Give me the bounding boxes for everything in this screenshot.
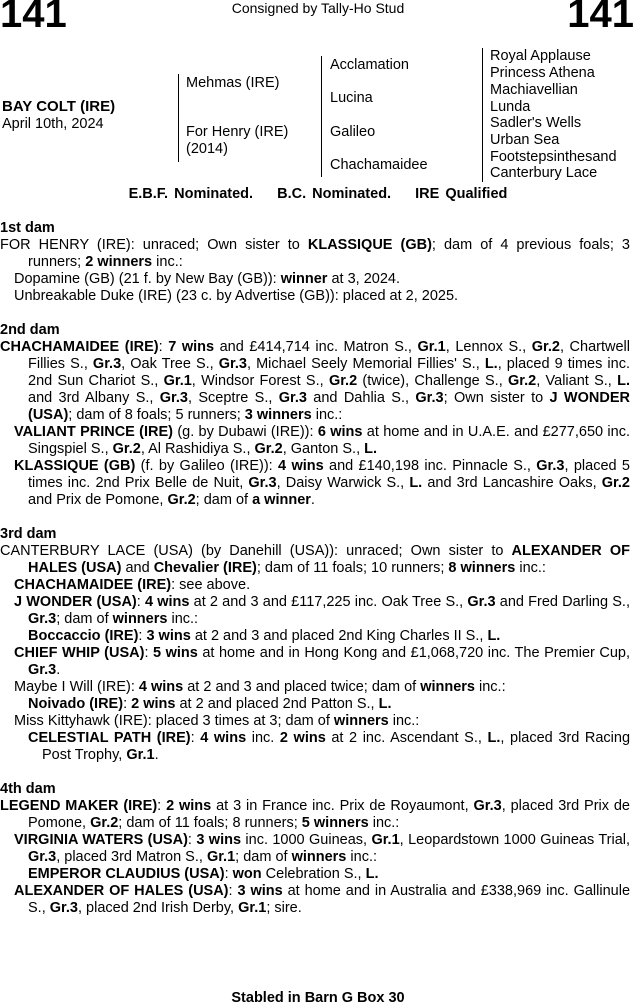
bold-text: winners xyxy=(333,713,389,729)
pedigree-entry xyxy=(0,339,630,424)
horse-description: BAY COLT (IRE) xyxy=(2,98,116,115)
bold-text: EMPEROR CLAUDIUS (USA) xyxy=(28,866,225,882)
text-run: and Dahlia S., xyxy=(306,390,416,406)
bold-text: 8 winners xyxy=(448,560,516,576)
text-run: , placed 9 times inc. 2nd Sun Chariot S., xyxy=(28,356,630,389)
text-run: (f. by Galileo (IRE)): xyxy=(135,458,279,474)
text-run: : xyxy=(224,866,233,882)
text-run: , placed 2nd Irish Derby, xyxy=(77,900,239,916)
text-run: and £140,198 inc. Pinnacle S., xyxy=(323,458,537,474)
dam-section xyxy=(0,781,630,917)
bold-text: KLASSIQUE (GB) xyxy=(14,458,136,474)
text-run: ; dam of xyxy=(235,849,292,865)
text-run: inc. xyxy=(246,730,280,746)
bold-text: Gr.1 xyxy=(206,849,236,865)
text-run: , Daisy Warwick S., xyxy=(276,475,410,491)
section-heading: 2nd dam xyxy=(0,322,60,338)
pedigree-dam-dam: Chachamaidee xyxy=(330,157,428,173)
bold-text: VALIANT PRINCE (IRE) xyxy=(14,424,173,440)
nomination-ebf: E.B.F. Nominated. xyxy=(128,186,254,202)
bold-text: L. xyxy=(484,356,498,372)
bold-text: CELESTIAL PATH (IRE) xyxy=(28,730,191,746)
bold-text: 5 winners xyxy=(301,815,369,831)
catalogue-body xyxy=(0,220,630,934)
pedigree-entry xyxy=(0,577,630,594)
text-run: , Michael Seely Memorial Fillies' S., xyxy=(246,356,485,372)
bold-text: 4 wins xyxy=(144,594,190,610)
bold-text: Gr.2 xyxy=(508,373,537,389)
text-run: Unbreakable Duke (IRE) (23 c. by Advertise (GB)): placed at 2, 2025. xyxy=(14,288,459,304)
text-run: : xyxy=(157,798,167,814)
bold-text: Gr.1 xyxy=(126,747,155,763)
pedigree-entry xyxy=(0,594,630,628)
bold-text: 3 winners xyxy=(244,407,312,423)
bold-text: Noivado (IRE) xyxy=(28,696,124,712)
pedigree-dam: For Henry (IRE) xyxy=(186,124,289,140)
text-run: : xyxy=(190,730,201,746)
pedigree-gen4-5: Sadler's Wells xyxy=(490,115,582,131)
text-run: , Ganton S., xyxy=(282,441,365,457)
text-run: : xyxy=(228,883,238,899)
section-heading: 4th dam xyxy=(0,781,56,797)
bold-text: 2 winners xyxy=(85,254,153,270)
bold-text: Gr.1 xyxy=(238,900,267,916)
bold-text: winners xyxy=(112,611,168,627)
bold-text: 3 wins xyxy=(237,883,283,899)
bold-text: winners xyxy=(420,679,475,695)
text-run: , Al Rashidiya S., xyxy=(140,441,255,457)
bold-text: 2 wins xyxy=(279,730,326,746)
pedigree-gen4-6: Urban Sea xyxy=(490,132,560,148)
text-run: at home and in Australia and £338,969 inc. Gallinule S., xyxy=(28,883,631,916)
text-run: inc.: xyxy=(346,849,377,865)
text-run: (twice), Challenge S., xyxy=(357,373,509,389)
pedigree-bracket-3 xyxy=(482,48,483,182)
dam-section xyxy=(0,322,630,509)
pedigree-entry xyxy=(0,679,630,696)
text-run: , placed 5 times inc. 2nd Prix Belle de Nuit, xyxy=(28,458,630,491)
text-run: : xyxy=(187,832,197,848)
text-run: at 2 and placed 2nd Patton S., xyxy=(175,696,379,712)
stabling-info: Stabled in Barn G Box 30 xyxy=(231,990,405,1006)
bold-text: Gr.2 xyxy=(328,373,358,389)
bold-text: Gr.3 xyxy=(159,390,188,406)
text-run: at 2 and 3 and £117,225 inc. Oak Tree S., xyxy=(189,594,468,610)
bold-text: Gr.3 xyxy=(28,662,57,678)
bold-text: 5 wins xyxy=(153,645,198,661)
pedigree-entry xyxy=(0,832,630,866)
bold-text: 6 wins xyxy=(317,424,363,440)
text-run: : xyxy=(158,339,169,355)
text-run: , Valiant S., xyxy=(536,373,618,389)
text-run: inc.: xyxy=(515,560,546,576)
bold-text: Gr.3 xyxy=(536,458,565,474)
text-run: ; dam of 8 foals; 5 runners; xyxy=(68,407,245,423)
bold-text: LEGEND MAKER (IRE) xyxy=(0,798,158,814)
text-run: inc.: xyxy=(368,815,400,831)
text-run: inc.: xyxy=(167,611,199,627)
text-run: ; sire. xyxy=(266,900,302,916)
bold-text: Gr.3 xyxy=(473,798,502,814)
bold-text: 4 wins xyxy=(138,679,184,695)
text-run: , Leopardstown 1000 Guineas Trial, xyxy=(399,832,631,848)
bold-text: Gr.3 xyxy=(28,611,57,627)
text-run: and Fred Darling S., xyxy=(495,594,630,610)
text-run: ; dam of 4 previous foals; 3 runners; xyxy=(28,237,630,270)
pedigree-gen4-4: Lunda xyxy=(490,99,531,115)
text-run: at 2 and 3 and placed twice; dam of xyxy=(183,679,421,695)
bold-text: 4 wins xyxy=(278,458,324,474)
text-run: : see above. xyxy=(171,577,251,593)
text-run: ; Own sister to xyxy=(443,390,550,406)
text-run: , Sceptre S., xyxy=(188,390,279,406)
text-run: Miss Kittyhawk (IRE): placed 3 times at 3; dam of xyxy=(14,713,334,729)
bold-text: Gr.2 xyxy=(90,815,119,831)
bold-text: ALEXANDER OF HALES (USA) xyxy=(28,543,630,576)
text-run: Dopamine (GB) (21 f. by New Bay (GB)): xyxy=(14,271,281,287)
text-run: : xyxy=(138,628,147,644)
text-run: inc.: xyxy=(474,679,506,695)
bold-text: L. xyxy=(487,628,501,644)
text-run: (g. by Dubawi (IRE)): xyxy=(173,424,318,440)
pedigree-bracket-2 xyxy=(321,56,322,177)
text-run: , placed 3rd Matron S., xyxy=(56,849,207,865)
text-run: . xyxy=(56,662,61,678)
bold-text: a winner xyxy=(252,492,311,508)
bold-text: 3 wins xyxy=(196,832,242,848)
text-run: , placed 3rd Racing Post Trophy, xyxy=(42,730,631,763)
bold-text: KLASSIQUE (GB) xyxy=(307,237,432,253)
lot-number-right: 141 xyxy=(567,0,634,36)
dam-section xyxy=(0,220,630,305)
pedigree-dam-sire: Galileo xyxy=(330,124,376,140)
pedigree-bracket-1 xyxy=(178,74,179,162)
lot-number-left: 141 xyxy=(0,0,67,36)
pedigree-gen4-1: Royal Applause xyxy=(490,48,591,64)
text-run: inc.: xyxy=(152,254,183,270)
pedigree-entry xyxy=(0,798,630,832)
text-run: inc. 1000 Guineas, xyxy=(241,832,372,848)
text-run: . xyxy=(154,747,159,763)
bold-text: L. xyxy=(365,866,379,882)
text-run: : xyxy=(136,594,145,610)
pedigree-entry xyxy=(0,424,630,458)
qualification-ire: IRE Qualified xyxy=(415,186,508,202)
text-run: , placed 3rd Prix de Pomone, xyxy=(28,798,630,831)
text-run: Celebration S., xyxy=(261,866,366,882)
bold-text: Gr.3 xyxy=(28,849,57,865)
text-run: and £414,714 inc. Matron S., xyxy=(214,339,418,355)
bold-text: 7 wins xyxy=(168,339,215,355)
bold-text: Gr.3 xyxy=(49,900,78,916)
text-run: inc.: xyxy=(311,407,343,423)
text-run: at 2 and 3 and placed 2nd King Charles II S., xyxy=(190,628,488,644)
text-run: at home and in Hong Kong and £1,068,720 inc. The Premier Cup, xyxy=(197,645,630,661)
text-run: , Windsor Forest S., xyxy=(191,373,329,389)
pedigree-entry xyxy=(0,696,630,713)
bold-text: J WONDER (USA) xyxy=(28,390,630,423)
nomination-bc: B.C. Nominated. xyxy=(277,186,392,202)
text-run: ; dam of 11 foals; 8 runners; xyxy=(118,815,302,831)
pedigree-gen4-8: Canterbury Lace xyxy=(490,165,598,181)
bold-text: won xyxy=(232,866,262,882)
bold-text: winner xyxy=(280,271,328,287)
bold-text: CHACHAMAIDEE (IRE) xyxy=(0,339,159,355)
text-run: ; dam of xyxy=(195,492,253,508)
bold-text: Gr.3 xyxy=(92,356,122,372)
bold-text: Gr.1 xyxy=(417,339,446,355)
text-run: at home and in U.A.E. and £277,650 inc. Singspiel S., xyxy=(28,424,630,457)
bold-text: CHIEF WHIP (USA) xyxy=(14,645,145,661)
bold-text: J WONDER (USA) xyxy=(14,594,137,610)
pedigree-gen4-3: Machiavellian xyxy=(490,82,578,98)
pedigree-sire-sire: Acclamation xyxy=(330,57,409,73)
pedigree-entry xyxy=(0,271,630,288)
pedigree-entry xyxy=(0,543,630,577)
pedigree-gen4-2: Princess Athena xyxy=(490,65,595,81)
bold-text: Gr.3 xyxy=(218,356,247,372)
text-run: . xyxy=(310,492,315,508)
bold-text: Gr.2 xyxy=(167,492,196,508)
pedigree-entry xyxy=(0,288,630,305)
horse-foaled-date: April 10th, 2024 xyxy=(2,116,104,132)
bold-text: Gr.1 xyxy=(163,373,192,389)
text-run: CANTERBURY LACE (USA) (by Danehill (USA)): unraced; Own sister to xyxy=(0,543,512,559)
section-heading: 1st dam xyxy=(0,220,55,236)
bold-text: 2 wins xyxy=(131,696,176,712)
pedigree-entry xyxy=(0,866,630,883)
bold-text: Gr.3 xyxy=(248,475,277,491)
section-heading: 3rd dam xyxy=(0,526,57,542)
text-run: ; dam of xyxy=(56,611,113,627)
text-run: , Lennox S., xyxy=(445,339,532,355)
text-run: and 3rd Lancashire Oaks, xyxy=(422,475,602,491)
bold-text: Gr.2 xyxy=(531,339,560,355)
bold-text: Gr.3 xyxy=(278,390,307,406)
text-run: Maybe I Will (IRE): xyxy=(14,679,139,695)
nominations-line xyxy=(0,186,636,202)
bold-text: 3 wins xyxy=(146,628,191,644)
bold-text: 4 wins xyxy=(200,730,247,746)
text-run: and Prix de Pomone, xyxy=(28,492,168,508)
bold-text: Gr.2 xyxy=(254,441,283,457)
bold-text: CHACHAMAIDEE (IRE) xyxy=(14,577,172,593)
text-run: , Oak Tree S., xyxy=(121,356,219,372)
pedigree-sire-dam: Lucina xyxy=(330,90,373,106)
pedigree-entry xyxy=(0,237,630,271)
bold-text: VIRGINIA WATERS (USA) xyxy=(14,832,188,848)
bold-text: Boccaccio (IRE) xyxy=(28,628,139,644)
bold-text: Chevalier (IRE) xyxy=(153,560,257,576)
bold-text: 2 wins xyxy=(166,798,212,814)
pedigree-gen4-7: Footstepsinthesand xyxy=(490,149,617,165)
text-run: : xyxy=(123,696,132,712)
bold-text: L. xyxy=(409,475,423,491)
pedigree-entry xyxy=(0,628,630,645)
consignor: Consigned by Tally-Ho Stud xyxy=(231,0,405,16)
pedigree-entry xyxy=(0,883,630,917)
text-run: FOR HENRY (IRE): unraced; Own sister to xyxy=(0,237,308,253)
bold-text: Gr.3 xyxy=(415,390,444,406)
pedigree-entry xyxy=(0,645,630,679)
pedigree-entry xyxy=(0,730,630,764)
text-run: : xyxy=(144,645,153,661)
bold-text: Gr.1 xyxy=(371,832,400,848)
bold-text: L. xyxy=(487,730,501,746)
bold-text: Gr.3 xyxy=(467,594,496,610)
text-run: and 3rd Albany S., xyxy=(28,390,160,406)
text-run: ; dam of 11 foals; 10 runners; xyxy=(256,560,449,576)
text-run: , Chartwell Fillies S., xyxy=(28,339,630,372)
dam-section xyxy=(0,526,630,764)
bold-text: Gr.2 xyxy=(112,441,141,457)
bold-text: L. xyxy=(364,441,378,457)
text-run: and xyxy=(121,560,154,576)
text-run: at 3, 2024. xyxy=(327,271,401,287)
bold-text: Gr.2 xyxy=(601,475,630,491)
pedigree-entry xyxy=(0,713,630,730)
pedigree-entry xyxy=(0,458,630,509)
bold-text: L. xyxy=(617,373,630,389)
bold-text: ALEXANDER OF HALES (USA) xyxy=(14,883,229,899)
pedigree-dam-year: (2014) xyxy=(186,141,228,157)
bold-text: winners xyxy=(291,849,347,865)
text-run: at 3 in France inc. Prix de Royaumont, xyxy=(211,798,474,814)
text-run: inc.: xyxy=(388,713,420,729)
text-run: at 2 inc. Ascendant S., xyxy=(325,730,488,746)
pedigree-sire: Mehmas (IRE) xyxy=(186,75,280,91)
bold-text: L. xyxy=(378,696,392,712)
